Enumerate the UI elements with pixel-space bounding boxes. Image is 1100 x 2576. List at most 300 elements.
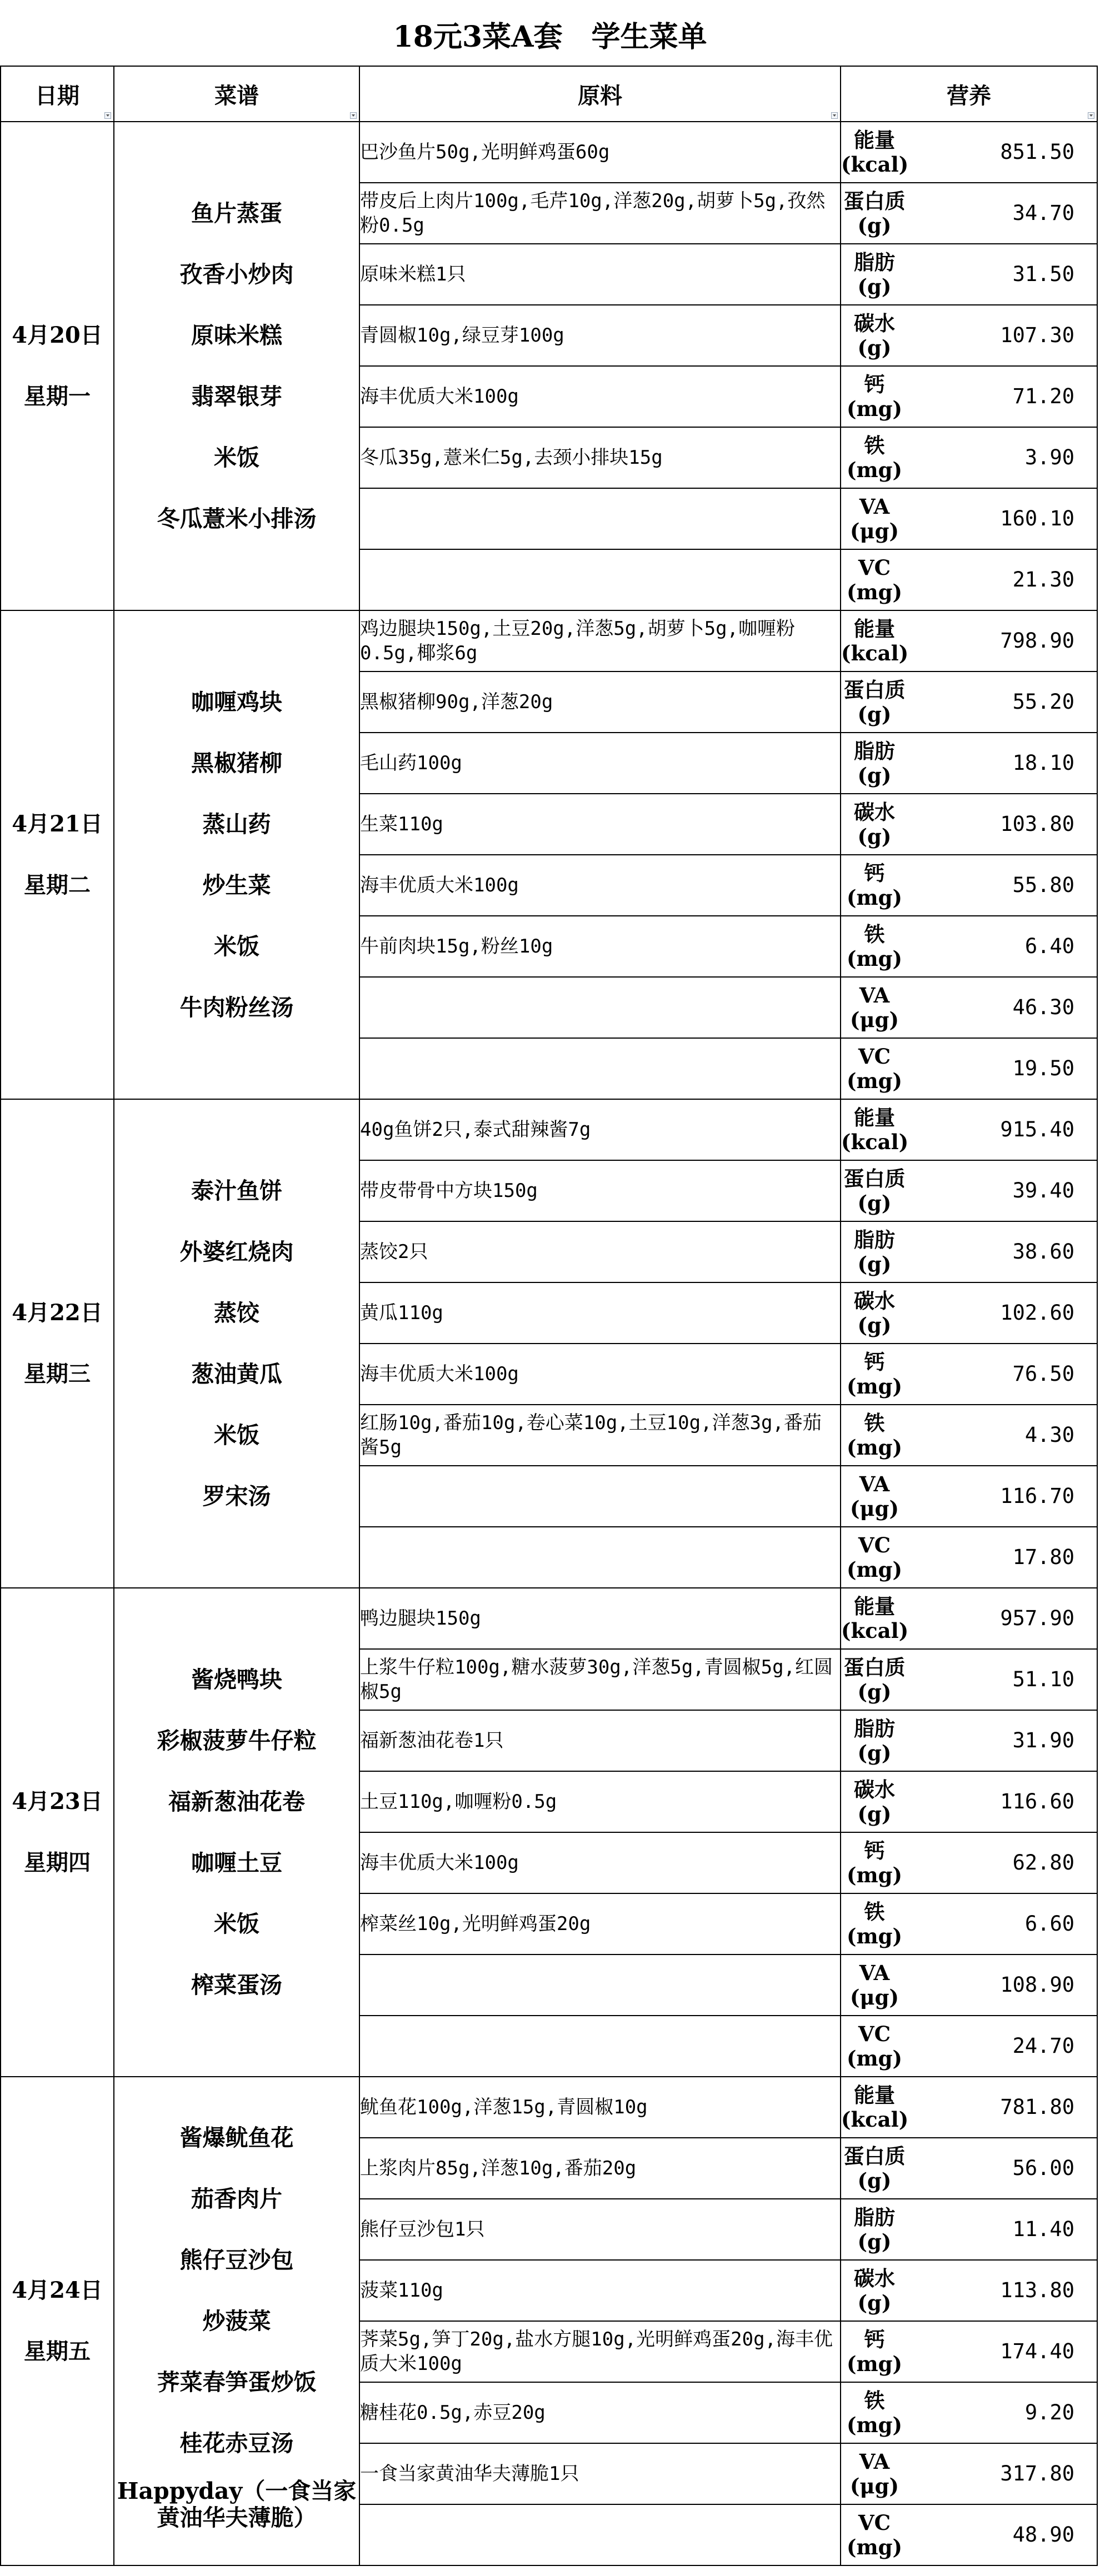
nutrient-value: 51.10 <box>1012 1667 1074 1691</box>
nutrient-unit: (g) <box>857 1252 892 1276</box>
nutrient-value: 113.80 <box>1000 2278 1074 2302</box>
nutrient-name: VC <box>858 2510 891 2535</box>
nutrient-label <box>841 2266 908 2315</box>
nutrient-name: VA <box>859 1961 890 1985</box>
nutrient-unit: (μg) <box>850 1008 899 1032</box>
nutrition-cell <box>841 122 1097 183</box>
nutrient-label <box>841 1900 908 1948</box>
nutrient-label <box>841 1227 908 1276</box>
ingredient-cell: 原味米糕1只 <box>359 244 841 305</box>
nutrition-cell <box>841 2016 1097 2077</box>
nutrient-unit: (g) <box>857 274 892 299</box>
nutrient-label <box>841 800 908 849</box>
nutrient-unit: (g) <box>857 1741 892 1765</box>
day-dishes-cell <box>114 610 359 1099</box>
nutrient-name: 钙 <box>864 1838 885 1863</box>
nutrition-cell <box>841 2382 1097 2443</box>
nutrient-value: 56.00 <box>1012 2156 1074 2180</box>
ingredient-cell: 海丰优质大米100g <box>359 855 841 916</box>
nutrient-value: 174.40 <box>1000 2339 1074 2363</box>
nutrient-label <box>841 1044 908 1093</box>
header-date-label: 日期 <box>35 82 79 109</box>
nutrient-name: 铁 <box>864 1411 885 1435</box>
nutrition-cell <box>841 2443 1097 2504</box>
nutrient-name: VC <box>858 555 891 580</box>
dish-name: 罗宋汤 <box>202 1483 271 1510</box>
nutrition-cell <box>841 1466 1097 1527</box>
day-date-cell <box>1 2077 114 2565</box>
nutrition-cell <box>841 1405 1097 1466</box>
nutrient-unit: (mg) <box>846 2413 903 2437</box>
nutrient-unit: (g) <box>857 824 892 849</box>
nutrition-cell <box>841 2199 1097 2260</box>
nutrient-name: 钙 <box>864 2327 885 2352</box>
nutrient-unit: (mg) <box>846 1557 903 1582</box>
nutrition-cell <box>841 488 1097 549</box>
nutrition-cell <box>841 1282 1097 1344</box>
nutrient-value: 3.90 <box>1024 445 1074 469</box>
nutrient-label <box>841 494 908 543</box>
nutrition-cell <box>841 366 1097 427</box>
nutrient-unit: (mg) <box>846 397 903 421</box>
nutrient-label <box>841 1716 908 1765</box>
ingredient-cell <box>359 488 841 549</box>
dish-name: 孜香小炒肉 <box>179 261 294 288</box>
dish-name: 炒生菜 <box>202 872 271 899</box>
ingredient-cell: 鸡边腿块150g,土豆20g,洋葱5g,胡萝卜5g,咖喱粉0.5g,椰浆6g <box>359 610 841 671</box>
dish-name: 黑椒猪柳 <box>191 750 282 776</box>
nutrient-name: 蛋白质 <box>843 1655 906 1680</box>
ingredient-cell: 海丰优质大米100g <box>359 366 841 427</box>
ingredient-cell: 黄瓜110g <box>359 1282 841 1344</box>
menu-row <box>1 2077 1097 2138</box>
menu-row <box>1 1588 1097 1649</box>
day-date: 4月24日 <box>12 2277 103 2303</box>
dish-name: 冬瓜薏米小排汤 <box>157 505 317 532</box>
nutrition-cell <box>841 671 1097 733</box>
filter-dropdown-icon[interactable] <box>104 112 111 119</box>
ingredient-cell: 牛前肉块15g,粉丝10g <box>359 916 841 977</box>
nutrient-value: 11.40 <box>1012 2217 1074 2241</box>
dish-name: 牛肉粉丝汤 <box>179 994 294 1021</box>
ingredient-cell <box>359 1038 841 1099</box>
dish-name: 榨菜蛋汤 <box>191 1972 282 1998</box>
dish-name: 翡翠银芽 <box>191 383 282 410</box>
nutrient-value: 160.10 <box>1000 507 1074 530</box>
nutrition-cell <box>841 1832 1097 1893</box>
nutrient-unit: (μg) <box>850 519 899 543</box>
ingredient-cell <box>359 2504 841 2565</box>
dish-name: 米饭 <box>214 444 259 471</box>
nutrient-unit: (g) <box>857 763 892 788</box>
ingredient-cell: 荠菜5g,笋丁20g,盐水方腿10g,光明鲜鸡蛋20g,海丰优质大米100g <box>359 2321 841 2382</box>
header-nutrition <box>841 66 1097 122</box>
nutrient-name: 蛋白质 <box>843 2144 906 2168</box>
nutrient-unit: (g) <box>857 2168 892 2193</box>
nutrient-name: VA <box>859 1472 890 1496</box>
dish-name: Happyday（一食当家黄油华夫薄脆） <box>117 2478 357 2531</box>
nutrient-unit: (g) <box>857 1680 892 1704</box>
menu-table <box>0 66 1098 2566</box>
nutrient-name: 能量 <box>854 1594 895 1618</box>
dish-name: 蒸饺 <box>214 1300 259 1326</box>
ingredient-cell: 毛山药100g <box>359 733 841 794</box>
nutrient-label <box>841 128 908 177</box>
nutrient-name: 蛋白质 <box>843 678 906 702</box>
ingredient-cell <box>359 1527 841 1588</box>
nutrient-name: 碳水 <box>854 2266 895 2291</box>
nutrient-value: 798.90 <box>1000 629 1074 653</box>
ingredient-cell: 菠菜110g <box>359 2260 841 2321</box>
nutrient-unit: (g) <box>857 335 892 360</box>
nutrient-value: 915.40 <box>1000 1117 1074 1141</box>
nutrient-label <box>841 861 908 910</box>
nutrition-cell <box>841 733 1097 794</box>
ingredient-cell <box>359 1466 841 1527</box>
dish-name: 泰汁鱼饼 <box>191 1177 282 1204</box>
nutrient-unit: (mg) <box>846 458 903 482</box>
dish-name: 米饭 <box>214 1911 259 1937</box>
ingredient-cell: 榨菜丝10g,光明鲜鸡蛋20g <box>359 1893 841 1954</box>
ingredient-cell: 40g鱼饼2只,泰式甜辣酱7g <box>359 1099 841 1160</box>
nutrient-unit: (mg) <box>846 2046 903 2071</box>
dish-name: 酱烧鸭块 <box>191 1666 282 1693</box>
nutrient-name: 蛋白质 <box>843 189 906 213</box>
menu-row <box>1 122 1097 183</box>
nutrition-cell <box>841 2077 1097 2138</box>
nutrient-value: 851.50 <box>1000 140 1074 164</box>
nutrient-name: 钙 <box>864 372 885 397</box>
dish-name: 福新葱油花卷 <box>168 1788 305 1815</box>
ingredient-cell <box>359 549 841 610</box>
nutrition-cell <box>841 1893 1097 1954</box>
nutrient-name: 碳水 <box>854 1777 895 1802</box>
nutrient-value: 108.90 <box>1000 1973 1074 1997</box>
nutrient-value: 71.20 <box>1012 384 1074 408</box>
nutrient-label <box>841 983 908 1032</box>
nutrient-label <box>841 1350 908 1399</box>
header-dish <box>114 66 359 122</box>
nutrition-cell <box>841 2321 1097 2382</box>
nutrient-name: 能量 <box>854 1105 895 1130</box>
nutrient-label <box>841 739 908 788</box>
nutrient-value: 116.70 <box>1000 1484 1074 1508</box>
nutrient-name: 碳水 <box>854 311 895 335</box>
day-date-cell <box>1 1099 114 1588</box>
ingredient-cell <box>359 1954 841 2016</box>
nutrient-label <box>841 2083 908 2132</box>
nutrient-unit: (g) <box>857 2229 892 2254</box>
dish-name: 荠菜春笋蛋炒饭 <box>157 2369 317 2395</box>
nutrient-name: 能量 <box>854 128 895 152</box>
nutrition-cell <box>841 855 1097 916</box>
dish-name: 蒸山药 <box>202 811 271 838</box>
nutrition-cell <box>841 977 1097 1038</box>
nutrient-value: 116.60 <box>1000 1790 1074 1813</box>
menu-body <box>1 122 1097 2565</box>
nutrient-label <box>841 311 908 360</box>
dish-name: 外婆红烧肉 <box>179 1239 294 1265</box>
nutrient-label <box>841 189 908 238</box>
nutrition-cell <box>841 1588 1097 1649</box>
ingredient-cell: 红肠10g,番茄10g,卷心菜10g,土豆10g,洋葱3g,番茄酱5g <box>359 1405 841 1466</box>
nutrient-unit: (kcal) <box>841 641 909 665</box>
nutrient-unit: (mg) <box>846 2535 903 2559</box>
nutrition-cell <box>841 427 1097 488</box>
nutrient-unit: (g) <box>857 1191 892 1215</box>
ingredient-cell: 上浆肉片85g,洋葱10g,番茄20g <box>359 2138 841 2199</box>
nutrient-label <box>841 2327 908 2376</box>
ingredient-cell: 上浆牛仔粒100g,糖水菠萝30g,洋葱5g,青圆椒5g,红圆椒5g <box>359 1649 841 1710</box>
nutrient-value: 19.50 <box>1012 1056 1074 1080</box>
nutrient-label <box>841 678 908 726</box>
nutrient-label <box>841 2510 908 2559</box>
nutrient-unit: (mg) <box>846 1374 903 1399</box>
day-weekday: 星期四 <box>24 1850 91 1876</box>
menu-table-container <box>0 66 1098 2566</box>
nutrition-cell <box>841 549 1097 610</box>
nutrient-label <box>841 1961 908 2009</box>
nutrient-name: VC <box>858 1044 891 1069</box>
nutrition-cell <box>841 2504 1097 2565</box>
ingredient-cell: 熊仔豆沙包1只 <box>359 2199 841 2260</box>
nutrient-label <box>841 555 908 604</box>
nutrition-cell <box>841 1099 1097 1160</box>
ingredient-cell: 鸭边腿块150g <box>359 1588 841 1649</box>
nutrient-value: 55.80 <box>1012 873 1074 897</box>
ingredient-cell: 海丰优质大米100g <box>359 1832 841 1893</box>
nutrient-label <box>841 2205 908 2254</box>
nutrient-unit: (μg) <box>850 2474 899 2498</box>
day-date: 4月22日 <box>12 1300 103 1326</box>
nutrient-unit: (g) <box>857 1802 892 1826</box>
nutrient-label <box>841 2388 908 2437</box>
nutrient-name: 脂肪 <box>854 1227 895 1252</box>
header-ingredients-label: 原料 <box>578 82 622 109</box>
nutrient-unit: (μg) <box>850 1985 899 2009</box>
dish-name: 桂花赤豆汤 <box>179 2430 294 2457</box>
nutrient-value: 31.50 <box>1012 262 1074 286</box>
nutrition-cell <box>841 2138 1097 2199</box>
nutrient-name: 铁 <box>864 922 885 946</box>
dish-name: 咖喱鸡块 <box>191 689 282 715</box>
filter-dropdown-icon[interactable] <box>1088 112 1094 119</box>
day-date: 4月20日 <box>12 322 103 348</box>
nutrient-value: 21.30 <box>1012 568 1074 592</box>
dish-name: 鱼片蒸蛋 <box>191 200 282 227</box>
nutrient-unit: (mg) <box>846 1435 903 1460</box>
menu-row <box>1 610 1097 671</box>
nutrient-value: 31.90 <box>1012 1728 1074 1752</box>
nutrient-label <box>841 1289 908 1337</box>
ingredient-cell: 带皮后上肉片100g,毛芹10g,洋葱20g,胡萝卜5g,孜然粉0.5g <box>359 183 841 244</box>
nutrient-label <box>841 1838 908 1887</box>
nutrient-value: 76.50 <box>1012 1362 1074 1386</box>
ingredient-cell: 福新葱油花卷1只 <box>359 1710 841 1771</box>
nutrient-unit: (mg) <box>846 885 903 910</box>
nutrient-value: 6.40 <box>1024 934 1074 958</box>
day-dishes-cell <box>114 2077 359 2565</box>
dish-name: 熊仔豆沙包 <box>179 2247 294 2273</box>
dish-name: 咖喱土豆 <box>191 1850 282 1876</box>
nutrition-cell <box>841 1160 1097 1221</box>
dish-name: 葱油黄瓜 <box>191 1361 282 1387</box>
header-ingredients <box>359 66 841 122</box>
ingredient-cell: 海丰优质大米100g <box>359 1344 841 1405</box>
nutrition-cell <box>841 1710 1097 1771</box>
dish-name: 茄香肉片 <box>191 2186 282 2212</box>
day-date-cell <box>1 610 114 1099</box>
nutrient-label <box>841 2144 908 2193</box>
ingredient-cell: 青圆椒10g,绿豆芽100g <box>359 305 841 366</box>
nutrient-value: 102.60 <box>1000 1301 1074 1325</box>
nutrient-unit: (mg) <box>846 1863 903 1887</box>
nutrient-name: 钙 <box>864 861 885 885</box>
nutrient-unit: (mg) <box>846 580 903 604</box>
nutrient-value: 9.20 <box>1024 2400 1074 2424</box>
nutrient-name: 脂肪 <box>854 1716 895 1741</box>
nutrient-unit: (kcal) <box>841 1618 909 1643</box>
day-date-cell <box>1 1588 114 2077</box>
nutrient-label <box>841 1472 908 1521</box>
nutrient-value: 317.80 <box>1000 2462 1074 2485</box>
header-dish-label: 菜谱 <box>214 82 259 109</box>
ingredient-cell: 黑椒猪柳90g,洋葱20g <box>359 671 841 733</box>
nutrition-cell <box>841 1771 1097 1832</box>
ingredient-cell: 带皮带骨中方块150g <box>359 1160 841 1221</box>
dish-name: 酱爆鱿鱼花 <box>179 2124 294 2151</box>
nutrient-value: 39.40 <box>1012 1179 1074 1202</box>
ingredient-cell: 生菜110g <box>359 794 841 855</box>
nutrient-name: 钙 <box>864 1350 885 1374</box>
nutrient-name: 铁 <box>864 2388 885 2413</box>
nutrient-name: VC <box>858 2022 891 2046</box>
dish-name: 炒菠菜 <box>202 2308 271 2334</box>
nutrient-name: VA <box>859 2449 890 2474</box>
day-dishes-cell <box>114 1099 359 1588</box>
nutrient-unit: (μg) <box>850 1496 899 1521</box>
nutrient-value: 6.60 <box>1024 1912 1074 1936</box>
nutrient-label <box>841 1655 908 1704</box>
day-weekday: 星期二 <box>24 872 91 898</box>
ingredient-cell: 巴沙鱼片50g,光明鲜鸡蛋60g <box>359 122 841 183</box>
nutrition-cell <box>841 244 1097 305</box>
nutrient-name: 碳水 <box>854 1289 895 1313</box>
nutrition-cell <box>841 1344 1097 1405</box>
header-nutrition-label: 营养 <box>947 82 991 109</box>
nutrition-cell <box>841 1527 1097 1588</box>
nutrient-name: 脂肪 <box>854 250 895 274</box>
dish-name: 米饭 <box>214 933 259 960</box>
nutrient-value: 18.10 <box>1012 751 1074 775</box>
nutrient-unit: (mg) <box>846 2352 903 2376</box>
nutrient-value: 48.90 <box>1012 2523 1074 2547</box>
nutrient-name: 能量 <box>854 2083 895 2107</box>
dish-name: 米饭 <box>214 1422 259 1449</box>
nutrient-label <box>841 250 908 299</box>
nutrition-cell <box>841 794 1097 855</box>
nutrient-name: 脂肪 <box>854 739 895 763</box>
nutrient-name: 蛋白质 <box>843 1166 906 1191</box>
day-date: 4月21日 <box>12 811 103 837</box>
nutrient-value: 781.80 <box>1000 2095 1074 2119</box>
day-dishes-cell <box>114 122 359 610</box>
nutrient-label <box>841 617 908 665</box>
nutrient-unit: (g) <box>857 213 892 238</box>
day-dishes-cell <box>114 1588 359 2077</box>
nutrient-value: 103.80 <box>1000 812 1074 836</box>
nutrition-cell <box>841 2260 1097 2321</box>
nutrient-label <box>841 433 908 482</box>
page-title: 18元3菜A套 学生菜单 <box>393 20 707 54</box>
nutrient-name: 脂肪 <box>854 2205 895 2229</box>
nutrient-unit: (mg) <box>846 1924 903 1948</box>
day-weekday: 星期五 <box>24 2338 91 2364</box>
nutrient-label <box>841 1533 908 1582</box>
nutrition-cell <box>841 1038 1097 1099</box>
ingredient-cell: 冬瓜35g,薏米仁5g,去颈小排块15g <box>359 427 841 488</box>
nutrient-value: 107.30 <box>1000 323 1074 347</box>
nutrient-name: VA <box>859 983 890 1008</box>
nutrient-label <box>841 1411 908 1460</box>
nutrient-unit: (kcal) <box>841 152 909 177</box>
nutrient-value: 55.20 <box>1012 690 1074 714</box>
ingredient-cell <box>359 2016 841 2077</box>
nutrient-unit: (mg) <box>846 1069 903 1093</box>
nutrient-name: 铁 <box>864 1900 885 1924</box>
nutrient-value: 957.90 <box>1000 1606 1074 1630</box>
nutrient-unit: (kcal) <box>841 1130 909 1154</box>
nutrition-cell <box>841 610 1097 671</box>
nutrient-name: VC <box>858 1533 891 1557</box>
ingredient-cell <box>359 977 841 1038</box>
nutrient-label <box>841 2449 908 2498</box>
nutrient-value: 17.80 <box>1012 1545 1074 1569</box>
ingredient-cell: 蒸饺2只 <box>359 1221 841 1282</box>
ingredient-cell: 一食当家黄油华夫薄脆1只 <box>359 2443 841 2504</box>
day-weekday: 星期一 <box>24 383 91 409</box>
header-row <box>1 66 1097 122</box>
nutrient-label <box>841 1166 908 1215</box>
nutrient-value: 62.80 <box>1012 1851 1074 1875</box>
day-date-cell <box>1 122 114 610</box>
nutrient-label <box>841 2022 908 2071</box>
nutrition-cell <box>841 183 1097 244</box>
filter-dropdown-icon[interactable] <box>831 112 838 119</box>
filter-dropdown-icon[interactable] <box>350 112 357 119</box>
nutrient-unit: (g) <box>857 2291 892 2315</box>
day-weekday: 星期三 <box>24 1361 91 1387</box>
nutrient-label <box>841 1594 908 1643</box>
ingredient-cell: 土豆110g,咖喱粉0.5g <box>359 1771 841 1832</box>
nutrition-cell <box>841 1954 1097 2016</box>
dish-name: 原味米糕 <box>191 322 282 349</box>
nutrient-value: 38.60 <box>1012 1240 1074 1264</box>
nutrient-name: 碳水 <box>854 800 895 824</box>
nutrition-cell <box>841 1221 1097 1282</box>
nutrient-value: 46.30 <box>1012 995 1074 1019</box>
nutrition-cell <box>841 1649 1097 1710</box>
ingredient-cell: 糖桂花0.5g,赤豆20g <box>359 2382 841 2443</box>
nutrition-cell <box>841 916 1097 977</box>
nutrient-name: 能量 <box>854 617 895 641</box>
nutrient-unit: (kcal) <box>841 2107 909 2132</box>
menu-row <box>1 1099 1097 1160</box>
nutrient-name: 铁 <box>864 433 885 458</box>
nutrient-unit: (mg) <box>846 946 903 971</box>
nutrient-value: 4.30 <box>1024 1423 1074 1447</box>
nutrient-unit: (g) <box>857 1313 892 1337</box>
